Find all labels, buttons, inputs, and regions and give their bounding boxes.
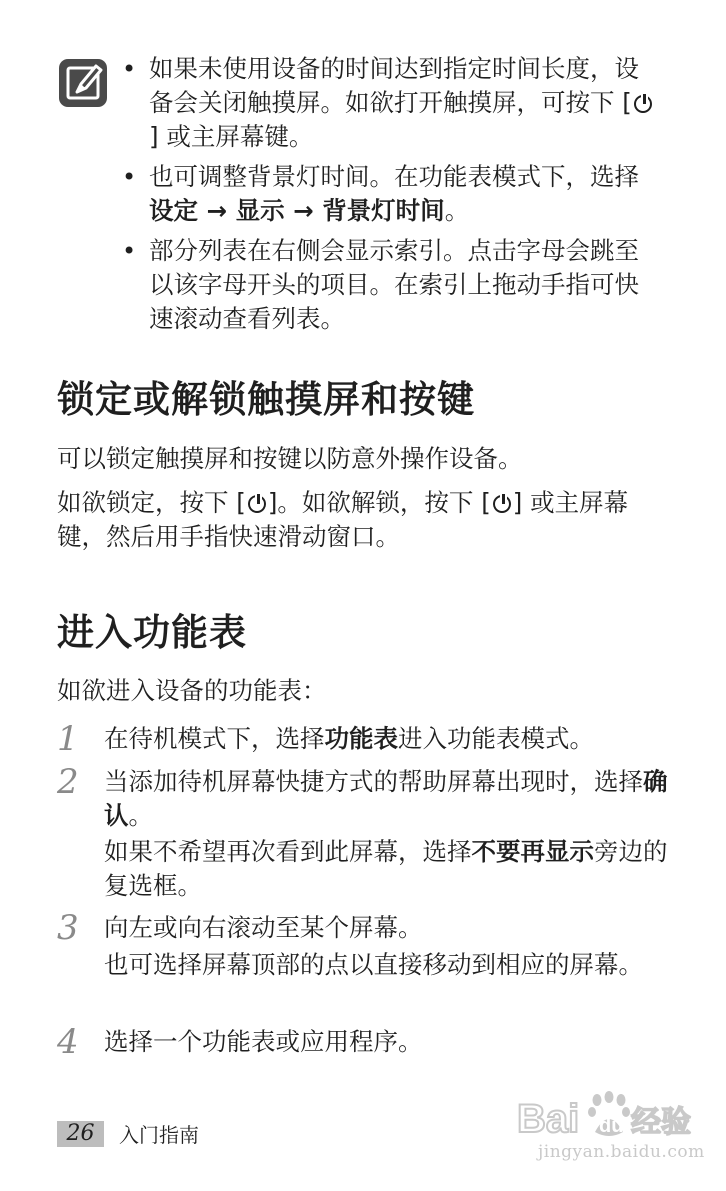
- step-text: 在待机模式下，选择功能表进入功能表模式。: [104, 724, 594, 753]
- step-subtext: 如果不希望再次看到此屏幕，选择不要再显示旁边的复选框。: [104, 837, 668, 900]
- section-heading: 进入功能表: [57, 611, 247, 654]
- step-number: 1: [57, 719, 79, 759]
- step-text: 当添加待机屏幕快捷方式的帮助屏幕出现时，选择确认。: [104, 767, 668, 830]
- page-number: 26: [57, 1121, 104, 1147]
- paragraph: 可以锁定触摸屏和按键以防意外操作设备。: [57, 444, 523, 473]
- step-text: 选择一个功能表或应用程序。: [104, 1027, 423, 1056]
- step-number: 3: [57, 908, 79, 948]
- paragraph: 如欲锁定，按下 [ ]。如欲解锁，按下 [ ] 或主屏幕键，然后用手指快速滑动窗口。: [57, 488, 629, 551]
- power-icon: [248, 495, 266, 513]
- note-item: • 也可调整背景灯时间。在功能表模式下，选择设定 → 显示 → 背景灯时间。: [122, 160, 662, 228]
- chapter-title: 入门指南: [119, 1123, 199, 1147]
- power-icon: [634, 95, 652, 113]
- step-number: 4: [57, 1022, 79, 1062]
- note-icon: [57, 57, 109, 109]
- svg-text:du: du: [599, 1115, 624, 1137]
- step-subtext: 也可选择屏幕顶部的点以直接移动到相应的屏幕。: [104, 950, 643, 979]
- section-heading: 锁定或解锁触摸屏和按键: [57, 378, 475, 421]
- note-item: • 如果未使用设备的时间达到指定时间长度，设备会关闭触摸屏。如欲打开触摸屏，可按下 [] 或主屏幕键。: [122, 52, 662, 154]
- note-item: • 部分列表在右侧会显示索引。点击字母会跳至以该字母开头的项目。在索引上拖动手指可快速滚动查看列表。: [122, 234, 662, 336]
- step-number: 2: [57, 762, 79, 802]
- notes-list: [122, 52, 662, 342]
- paragraph: 如欲进入设备的功能表：: [57, 676, 327, 705]
- svg-text:经验: 经验: [631, 1105, 691, 1140]
- step-text: 向左或向右滚动至某个屏幕。: [104, 913, 423, 942]
- watermark-url: jingyan.baidu.com: [538, 1142, 705, 1162]
- svg-text:Bai: Bai: [517, 1097, 580, 1141]
- power-icon: [493, 495, 511, 513]
